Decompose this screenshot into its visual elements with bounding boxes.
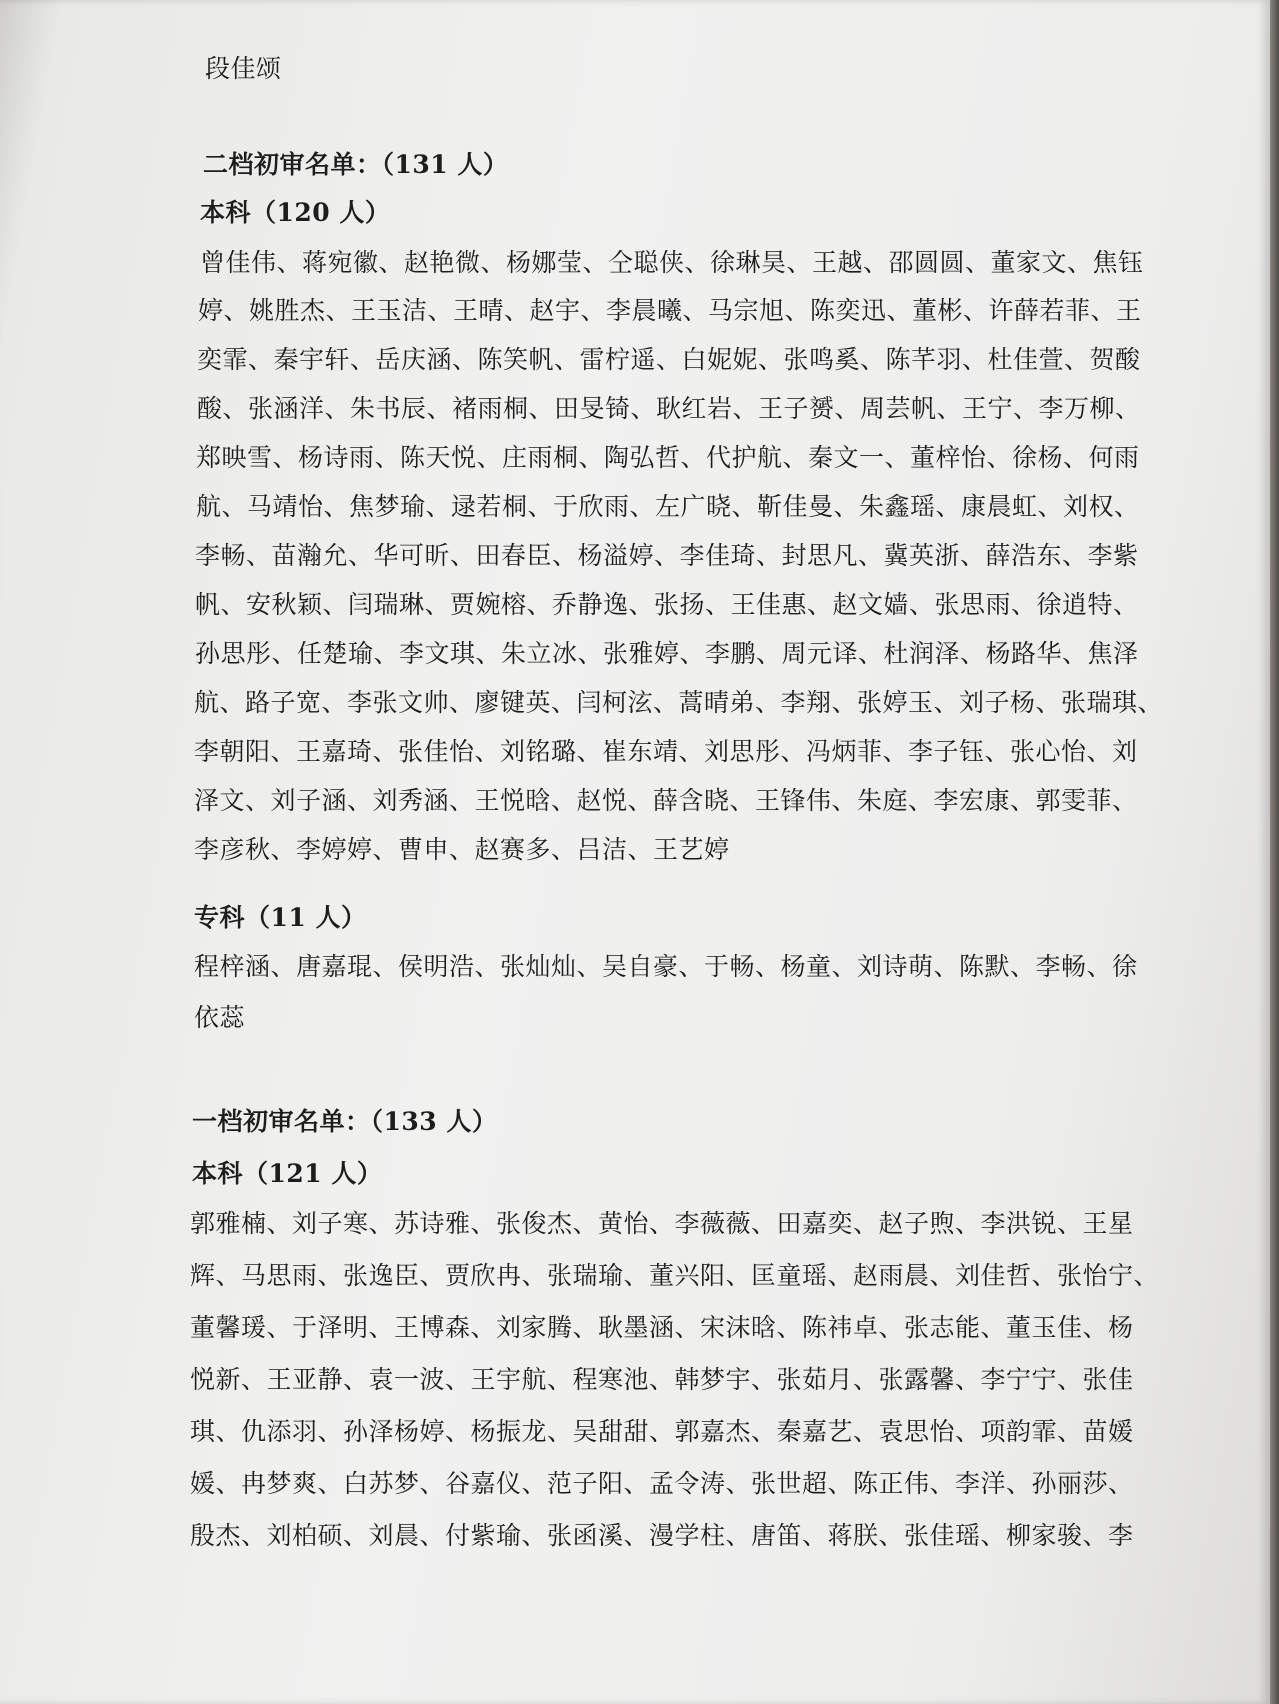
section2-ben-line: 孙思彤、任楚瑜、李文琪、朱立冰、张雅婷、李鹏、周元译、杜润泽、杨路华、焦泽 bbox=[195, 639, 1139, 668]
top-name: 段佳颂 bbox=[205, 54, 282, 83]
section2-ben-line: 帆、安秋颖、闫瑞琳、贾婉榕、乔静逸、张扬、王佳惠、赵文嫱、张思雨、徐逍特、 bbox=[195, 590, 1139, 619]
section2-zhuan-line: 程梓涵、唐嘉琨、侯明浩、张灿灿、吴自豪、于畅、杨童、刘诗萌、陈默、李畅、徐 bbox=[194, 952, 1138, 981]
section2-zhuan-heading: 专科（11 人） bbox=[194, 903, 367, 932]
section1-ben-heading: 本科（121 人） bbox=[192, 1159, 383, 1188]
section2-ben-line: 奕霏、秦宇轩、岳庆涵、陈笑帆、雷柠遥、白妮妮、张鸣奚、陈芊羽、杜佳萱、贺酸 bbox=[197, 345, 1141, 374]
section2-zhuan-line: 依蕊 bbox=[194, 1003, 246, 1032]
section2-ben-line: 李彦秋、李婷婷、曹申、赵赛多、吕洁、王艺婷 bbox=[194, 835, 730, 864]
section1-ben-line: 琪、仇添羽、孙泽杨婷、杨振龙、吴甜甜、郭嘉杰、秦嘉艺、袁思怡、项韵霏、苗媛 bbox=[190, 1417, 1134, 1446]
section1-ben-line: 媛、冉梦爽、白苏梦、谷嘉仪、范子阳、孟令涛、张世超、陈正伟、李洋、孙丽莎、 bbox=[190, 1469, 1134, 1498]
section2-ben-line: 李朝阳、王嘉琦、张佳怡、刘铭璐、崔东靖、刘思彤、冯炳菲、李子钰、张心怡、刘 bbox=[194, 737, 1138, 766]
section1-ben-line: 悦新、王亚静、袁一波、王宇航、程寒池、韩梦宇、张茹月、张露馨、李宁宁、张佳 bbox=[190, 1365, 1134, 1394]
section1-ben-line: 董馨瑗、于泽明、王博森、刘家腾、耿墨涵、宋沫晗、陈祎卓、张志能、董玉佳、杨 bbox=[190, 1313, 1134, 1342]
section2-ben-line: 航、马靖怡、焦梦瑜、逯若桐、于欣雨、左广晓、靳佳曼、朱鑫瑶、康晨虹、刘权、 bbox=[196, 492, 1140, 521]
section2-ben-heading: 本科（120 人） bbox=[200, 198, 391, 227]
section2-ben-line: 酸、张涵洋、朱书辰、褚雨桐、田旻锜、耿红岩、王子赟、周芸帆、王宁、李万柳、 bbox=[197, 394, 1141, 423]
section2-ben-line: 泽文、刘子涵、刘秀涵、王悦晗、赵悦、薛含晓、王锋伟、朱庭、李宏康、郭雯菲、 bbox=[194, 786, 1138, 815]
section1-ben-line: 郭雅楠、刘子寒、苏诗雅、张俊杰、黄怡、李薇薇、田嘉奕、赵子煦、李洪锐、王星 bbox=[190, 1209, 1134, 1238]
section2-title: 二档初审名单：（131 人） bbox=[203, 150, 509, 179]
section1-ben-line: 殷杰、刘柏硕、刘晨、付紫瑜、张函溪、漫学柱、唐笛、蒋朕、张佳瑶、柳家骏、李 bbox=[190, 1521, 1134, 1550]
section1-title: 一档初审名单：（133 人） bbox=[192, 1107, 498, 1136]
section2-ben-line: 婷、姚胜杰、王玉洁、王晴、赵宇、李晨曦、马宗旭、陈奕迅、董彬、许薛若菲、王 bbox=[198, 296, 1142, 325]
section2-ben-line: 曾佳伟、蒋宛徽、赵艳微、杨娜莹、仝聪侠、徐琳昊、王越、邵圆圆、董家文、焦钰 bbox=[200, 248, 1144, 277]
section2-ben-line: 郑映雪、杨诗雨、陈天悦、庄雨桐、陶弘哲、代护航、秦文一、董梓怡、徐杨、何雨 bbox=[196, 443, 1140, 472]
section2-ben-line: 李畅、苗瀚允、华可昕、田春臣、杨溢婷、李佳琦、封思凡、冀英浙、薛浩东、李紫 bbox=[195, 541, 1139, 570]
section2-ben-line: 航、路子宽、李张文帅、廖键英、闫柯泫、蒿晴弟、李翔、张婷玉、刘子杨、张瑞琪、 bbox=[194, 688, 1164, 717]
page-edge bbox=[1270, 0, 1279, 1704]
section1-ben-line: 辉、马思雨、张逸臣、贾欣冉、张瑞瑜、董兴阳、匡童瑶、赵雨晨、刘佳哲、张怡宁、 bbox=[190, 1261, 1160, 1290]
